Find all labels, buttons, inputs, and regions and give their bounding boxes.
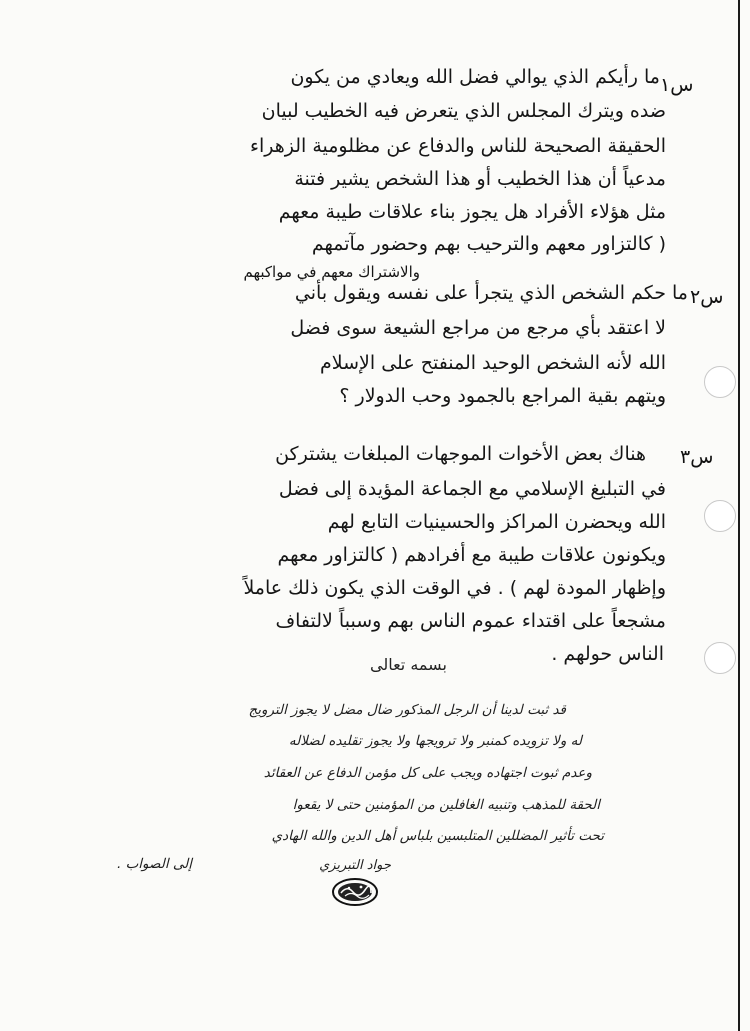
- question-line: مشجعاً على اقتداء عموم الناس بهم وسبباً لالتفاف: [275, 610, 666, 632]
- question-line: لا اعتقد بأي مرجع من مراجع الشيعة سوى فضل: [290, 317, 666, 339]
- signature-name: جواد التبريزي: [319, 858, 391, 873]
- punch-hole: [704, 366, 736, 398]
- question-line: ( كالتزاور معهم والترحيب بهم وحضور مآتمهم: [311, 233, 666, 255]
- question-line: الله لأنه الشخص الوحيد المنفتح على الإسلام: [320, 352, 666, 374]
- answer-line: له ولا تزويده كمنبر ولا ترويجها ولا يجوز تقليده لضلاله: [288, 733, 582, 749]
- question-line: الحقيقة الصحيحة للناس والدفاع عن مظلومية الزهراء: [250, 135, 666, 157]
- answer-line: وعدم ثبوت اجتهاده ويجب على كل مؤمن الدفاع عن العقائد: [263, 765, 592, 781]
- question-line: وإظهار المودة لهم ) . في الوقت الذي يكون ذلك عاملاً: [243, 577, 666, 599]
- question-number: س٣: [680, 446, 714, 468]
- question-line: مثل هؤلاء الأفراد هل يجوز بناء علاقات طيبة معهم: [278, 201, 666, 223]
- question-number: س١: [660, 74, 694, 96]
- question-line: ضده ويترك المجلس الذي يتعرض فيه الخطيب لبيان: [261, 100, 666, 122]
- question-number: س٢: [690, 286, 724, 308]
- question-line: الناس حولهم .: [551, 643, 664, 665]
- question-line: في التبليغ الإسلامي مع الجماعة المؤيدة إلى فضل: [278, 478, 666, 500]
- question-line: مدعياً أن هذا الخطيب أو هذا الشخص يشير فتنة: [294, 168, 666, 190]
- question-line: ما رأيكم الذي يوالي فضل الله ويعادي من يكون: [290, 66, 660, 88]
- seal-stamp: [331, 877, 379, 907]
- punch-hole: [704, 642, 736, 674]
- answer-line: تحت تأثير المضللين المتلبسين بلباس أهل الدين والله الهادي: [271, 828, 604, 844]
- answer-line: إلى الصواب .: [117, 856, 192, 872]
- answer-line: قد ثبت لدينا أن الرجل المذكور ضال مضل لا يجوز الترويج: [248, 702, 566, 718]
- page-edge-line: [738, 0, 740, 1031]
- punch-hole: [704, 500, 736, 532]
- question-line: ويتهم بقية المراجع بالجمود وحب الدولار ؟: [339, 385, 666, 407]
- answer-heading: بسمه تعالى: [370, 655, 447, 674]
- answer-line: الحقة للمذهب وتنبيه الغافلين من المؤمنين حتى لا يقعوا: [292, 797, 600, 813]
- signature-block: [300, 858, 410, 907]
- question-line: هناك بعض الأخوات الموجهات المبلغات يشتركن: [275, 443, 646, 465]
- question-line: الله ويحضرن المراكز والحسينيات التابع لهم: [327, 511, 666, 533]
- question-line: ويكونون علاقات طيبة مع أفرادهم ( كالتزاور معهم: [277, 544, 666, 566]
- question-line: والاشتراك معهم في مواكبهم: [243, 263, 420, 281]
- question-line: ما حكم الشخص الذي يتجرأ على نفسه ويقول بأني: [294, 282, 688, 304]
